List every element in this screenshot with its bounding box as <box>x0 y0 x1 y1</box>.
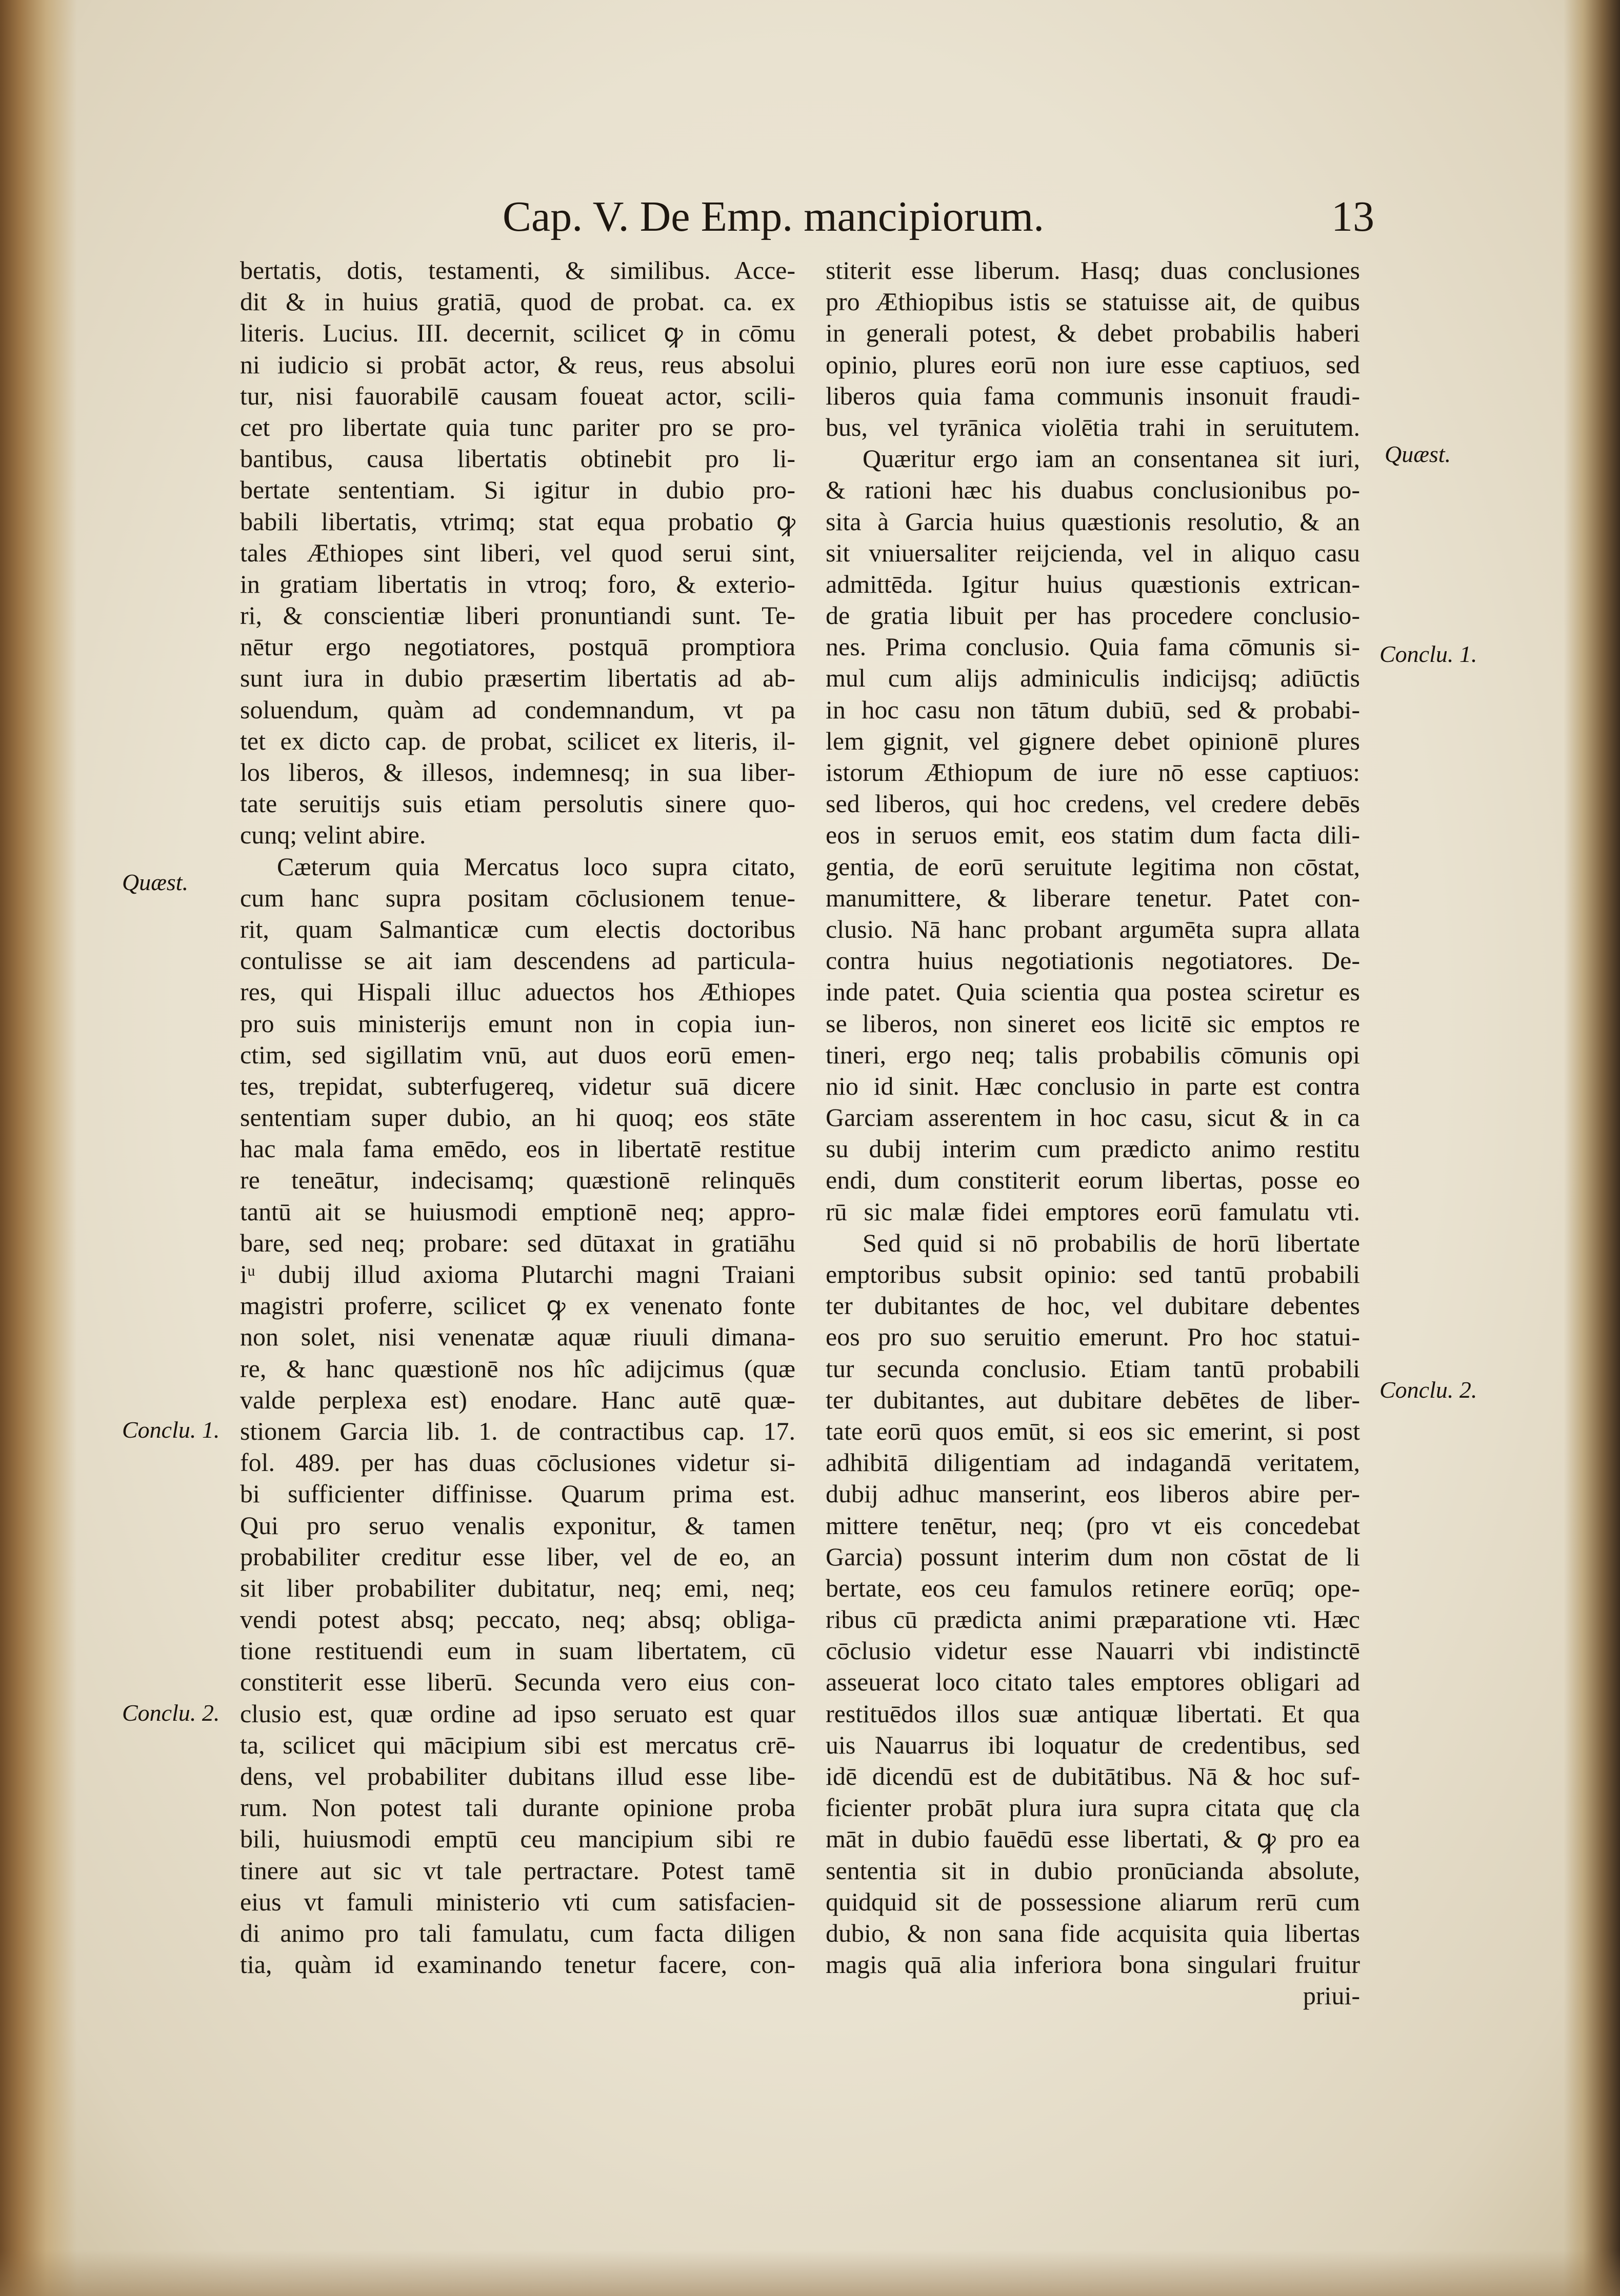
text-line: magistri proferre, scilicet ꝙ ex venenato fonte <box>240 1291 795 1320</box>
margin-note-conclusio: Conclu. 1. <box>122 1417 220 1443</box>
text-line: istorum Æthiopum de iure nō esse captiuos: <box>826 758 1360 787</box>
text-line: stionem Garcia lib. 1. de contractibus cap. 17. <box>240 1416 795 1445</box>
text-line: cōclusio videtur esse Nauarri vbi indistinctē <box>826 1636 1360 1665</box>
text-line: bare, sed neq; probare: sed dūtaxat in gratiāhu <box>240 1228 795 1257</box>
text-line: tet ex dicto cap. de probat, scilicet ex literis, il- <box>240 726 795 755</box>
text-line: bertate, eos ceu famulos retinere eorūq; ope- <box>826 1573 1360 1602</box>
text-line: contulisse se ait iam descendens ad particula- <box>240 946 795 975</box>
text-line: rum. Non potest tali durante opinione proba <box>240 1793 795 1822</box>
text-line: idē dicendū est de dubitātibus. Nā & hoc suf- <box>826 1762 1360 1790</box>
text-line: su dubij interim cum prædicto animo restitu <box>826 1134 1360 1163</box>
text-line: adhibitā diligentiam ad indagandā veritatem, <box>826 1448 1360 1477</box>
text-line: tur, nisi fauorabilē causam foueat actor, scili- <box>240 381 795 410</box>
text-line: cet pro libertate quia tunc pariter pro se pro- <box>240 412 795 441</box>
text-line: ter dubitantes de hoc, vel dubitare debentes <box>826 1291 1360 1320</box>
text-line: Garciam asserentem in hoc casu, sicut & in ca <box>826 1103 1360 1132</box>
text-line: iᵘ dubij illud axioma Plutarchi magni Traiani <box>240 1260 795 1288</box>
margin-note-conclusio: Conclu. 1. <box>1379 641 1477 667</box>
text-line: manumittere, & liberare tenetur. Patet con- <box>826 883 1360 912</box>
text-line: ribus cū prædicta animi præparatione vti. Hæc <box>826 1605 1360 1634</box>
text-line: re teneātur, indecisamq; quæstionē relinquēs <box>240 1165 795 1195</box>
text-line: ctim, sed sigillatim vnū, aut duos eorū emen- <box>240 1040 795 1069</box>
text-line: constiterit esse liberū. Secunda vero eius con- <box>240 1667 795 1697</box>
text-line: nio id sinit. Hæc conclusio in parte est contra <box>826 1071 1360 1100</box>
text-line: restituēdos illos suæ antiquæ libertati. Et qua <box>826 1699 1360 1728</box>
margin-note-conclusio: Conclu. 2. <box>1379 1377 1477 1403</box>
text-line: ta, scilicet qui mācipium sibi est mercatus crē- <box>240 1730 795 1759</box>
text-line: se liberos, non sineret eos licitē sic emptos re <box>826 1009 1360 1038</box>
text-line: bi sufficienter diffinisse. Quarum prima est. <box>240 1479 795 1508</box>
text-line: sententia sit in dubio pronūcianda absolute, <box>826 1856 1360 1885</box>
text-line: bili, huiusmodi emptū ceu mancipium sibi re <box>240 1824 795 1854</box>
text-line: ter dubitantes, aut dubitare debētes de liber- <box>826 1385 1360 1414</box>
text-line: tione restituendi eum in suam libertatem, cū <box>240 1636 795 1665</box>
text-line: Cæterum quia Mercatus loco supra citato, <box>277 852 795 881</box>
text-line: magis quā alia inferiora bona singulari fruitur <box>826 1950 1360 1979</box>
text-line: re, & hanc quæstionē nos hîc adijcimus (quæ <box>240 1354 795 1383</box>
text-line: ni iudicio si probāt actor, & reus, reus absolui <box>240 350 795 379</box>
text-line: sed liberos, qui hoc credens, vel credere debēs <box>826 789 1360 818</box>
text-line: babili libertatis, vtrimq; stat equa probatio ꝙ <box>240 507 795 536</box>
text-line: lem gignit, vel gignere debet opinionē plures <box>826 726 1360 755</box>
text-line: clusio est, quæ ordine ad ipso seruato est quar <box>240 1699 795 1728</box>
text-line: ficienter probāt plura iura supra citata quę cla <box>826 1793 1360 1822</box>
text-line: Qui pro seruo venalis exponitur, & tamen <box>240 1510 795 1540</box>
running-title: Cap. V. De Emp. mancipiorum. <box>503 193 1045 240</box>
text-line: nētur ergo negotiatores, postquā promptiora <box>240 632 795 661</box>
text-line: cum hanc supra positam cōclusionem tenue- <box>240 883 795 912</box>
text-line: stiterit esse liberum. Hasq; duas conclusiones <box>826 256 1360 285</box>
text-line: asseuerat loco citato tales emptores obligari ad <box>826 1667 1360 1697</box>
text-line: dubij adhuc manserint, eos liberos abire per- <box>826 1479 1360 1508</box>
text-line: tales Æthiopes sint liberi, vel quod serui sint, <box>240 538 795 567</box>
text-line: res, qui Hispali illuc aduectos hos Æthiopes <box>240 977 795 1006</box>
text-line: rit, quam Salmanticæ cum electis doctoribus <box>240 914 795 943</box>
text-line: tate eorū quos emūt, si eos sic emerint, si post <box>826 1416 1360 1445</box>
text-line: gentia, de eorū seruitute legitima non cōstat, <box>826 852 1360 881</box>
text-line: eos in seruos emit, eos statim dum facta dili- <box>826 820 1360 850</box>
margin-note-quaest: Quæst. <box>122 869 189 895</box>
text-line: eius vt famuli ministerio vti cum satisfacien- <box>240 1887 795 1916</box>
text-line: contra huius negotiationis negotiatores. De- <box>826 946 1360 975</box>
text-line: probabiliter creditur esse liber, vel de eo, an <box>240 1542 795 1571</box>
text-line: opinio, plures eorū non iure esse captiuos, sed <box>826 350 1360 379</box>
text-line: tantū ait se huiusmodi emptionē neq; appro- <box>240 1197 795 1226</box>
text-line: endi, dum constiterit eorum libertas, posse eo <box>826 1165 1360 1195</box>
text-line: Garcia) possunt interim dum non cōstat de li <box>826 1542 1360 1571</box>
text-line: di animo pro tali famulatu, cum facta diligen <box>240 1918 795 1947</box>
page-edge-left <box>0 0 77 2296</box>
text-line: non solet, nisi venenatæ aquæ riuuli dimana- <box>240 1322 795 1352</box>
text-line: nes. Prima conclusio. Quia fama cōmunis si- <box>826 632 1360 661</box>
page-edge-right <box>1564 0 1620 2296</box>
text-line: hac mala fama emēdo, eos in libertatē restitue <box>240 1134 795 1163</box>
text-line: in gratiam libertatis in vtroq; foro, & exterio- <box>240 569 795 598</box>
catchword: priui- <box>1303 1981 1360 2010</box>
text-line: quidquid sit de possessione aliarum rerū cum <box>826 1887 1360 1916</box>
text-line: tia, quàm id examinando tenetur facere, con- <box>240 1950 795 1979</box>
text-line: sit vniuersaliter reijcienda, vel in aliquo casu <box>826 538 1360 567</box>
text-line: admittēda. Igitur huius quæstionis extrican- <box>826 569 1360 598</box>
margin-note-quaest: Quæst. <box>1385 441 1451 467</box>
text-line: clusio. Nā hanc probant argumēta supra allata <box>826 914 1360 943</box>
text-line: tes, trepidat, subterfugereq, videtur suā dicere <box>240 1071 795 1100</box>
text-line: cunq; velint abire. <box>240 820 426 850</box>
margin-note-conclusio: Conclu. 2. <box>122 1700 220 1726</box>
text-line: bantibus, causa libertatis obtinebit pro li- <box>240 444 795 473</box>
text-line: pro Æthiopibus istis se statuisse ait, de quibus <box>826 287 1360 316</box>
text-line: bertate sententiam. Si igitur in dubio pro- <box>240 475 795 505</box>
text-line: Sed quid si nō probabilis de horū libertate <box>863 1228 1360 1257</box>
text-line: bertatis, dotis, testamenti, & similibus. Acce- <box>240 256 795 285</box>
text-line: dens, vel probabiliter dubitans illud esse libe- <box>240 1762 795 1790</box>
text-line: tineri, ergo neq; talis probabilis cōmunis opi <box>826 1040 1360 1069</box>
text-line: tate seruitijs suis etiam persolutis sinere quo- <box>240 789 795 818</box>
folio-number: 13 <box>1331 193 1374 240</box>
text-line: māt in dubio fauēdū esse libertati, & ꝙ pro ea <box>826 1824 1360 1854</box>
text-line: in generali potest, & debet probabilis haberi <box>826 318 1360 348</box>
text-line: mul cum alijs adminiculis indicijsq; adiūctis <box>826 663 1360 693</box>
text-line: valde perplexa est) enodare. Hanc autē quæ- <box>240 1385 795 1414</box>
right-text-column <box>826 255 1360 2049</box>
text-line: literis. Lucius. III. decernit, scilicet ꝙ in cōmu <box>240 318 795 348</box>
text-line: tur secunda conclusio. Etiam tantū probabili <box>826 1354 1360 1383</box>
text-line: in hoc casu non tātum dubiū, sed & probabi- <box>826 695 1360 724</box>
text-line: de gratia libuit per has procedere conclusio- <box>826 601 1360 630</box>
text-line: liberos quia fama communis insonuit fraudi- <box>826 381 1360 410</box>
text-line: pro suis ministerijs emunt non in copia iun- <box>240 1009 795 1038</box>
text-line: dit & in huius gratiā, quod de probat. ca. ex <box>240 287 795 316</box>
text-line: Quæritur ergo iam an consentanea sit iuri, <box>863 444 1360 473</box>
text-line: mittere tenētur, neq; (pro vt eis concedebat <box>826 1510 1360 1540</box>
text-line: fol. 489. per has duas cōclusiones videtur si- <box>240 1448 795 1477</box>
text-line: sit liber probabiliter dubitatur, neq; emi, neq; <box>240 1573 795 1602</box>
text-line: uis Nauarrus ibi loquatur de credentibus, sed <box>826 1730 1360 1759</box>
text-line: los liberos, & illesos, indemnesq; in sua liber- <box>240 758 795 787</box>
text-line: ri, & conscientiæ liberi pronuntiandi sunt. Te- <box>240 601 795 630</box>
text-line: sita à Garcia huius quæstionis resolutio, & an <box>826 507 1360 536</box>
text-line: tinere aut sic vt tale pertractare. Potest tamē <box>240 1856 795 1885</box>
text-line: rū sic malæ fidei emptores eorū famulatu vti. <box>826 1197 1360 1226</box>
text-line: vendi potest absq; peccato, neq; absq; obliga- <box>240 1605 795 1634</box>
left-text-column <box>240 255 795 2049</box>
text-line: inde patet. Quia scientia qua postea sciretur es <box>826 977 1360 1006</box>
text-line: emptoribus subsit opinio: sed tantū probabili <box>826 1260 1360 1288</box>
text-line: dubio, & non sana fide acquisita quia libertas <box>826 1918 1360 1947</box>
text-line: sunt iura in dubio præsertim libertatis ad ab- <box>240 663 795 693</box>
text-line: & rationi hæc his duabus conclusionibus po- <box>826 475 1360 505</box>
text-line: eos pro suo seruitio emerunt. Pro hoc statui- <box>826 1322 1360 1352</box>
text-line: sententiam super dubio, an hi quoq; eos stāte <box>240 1103 795 1132</box>
text-line: bus, vel tyrānica violētia trahi in seruitutem. <box>826 412 1360 441</box>
page-edge-bottom <box>0 2250 1620 2296</box>
text-line: soluendum, quàm ad condemnandum, vt pa <box>240 695 795 724</box>
